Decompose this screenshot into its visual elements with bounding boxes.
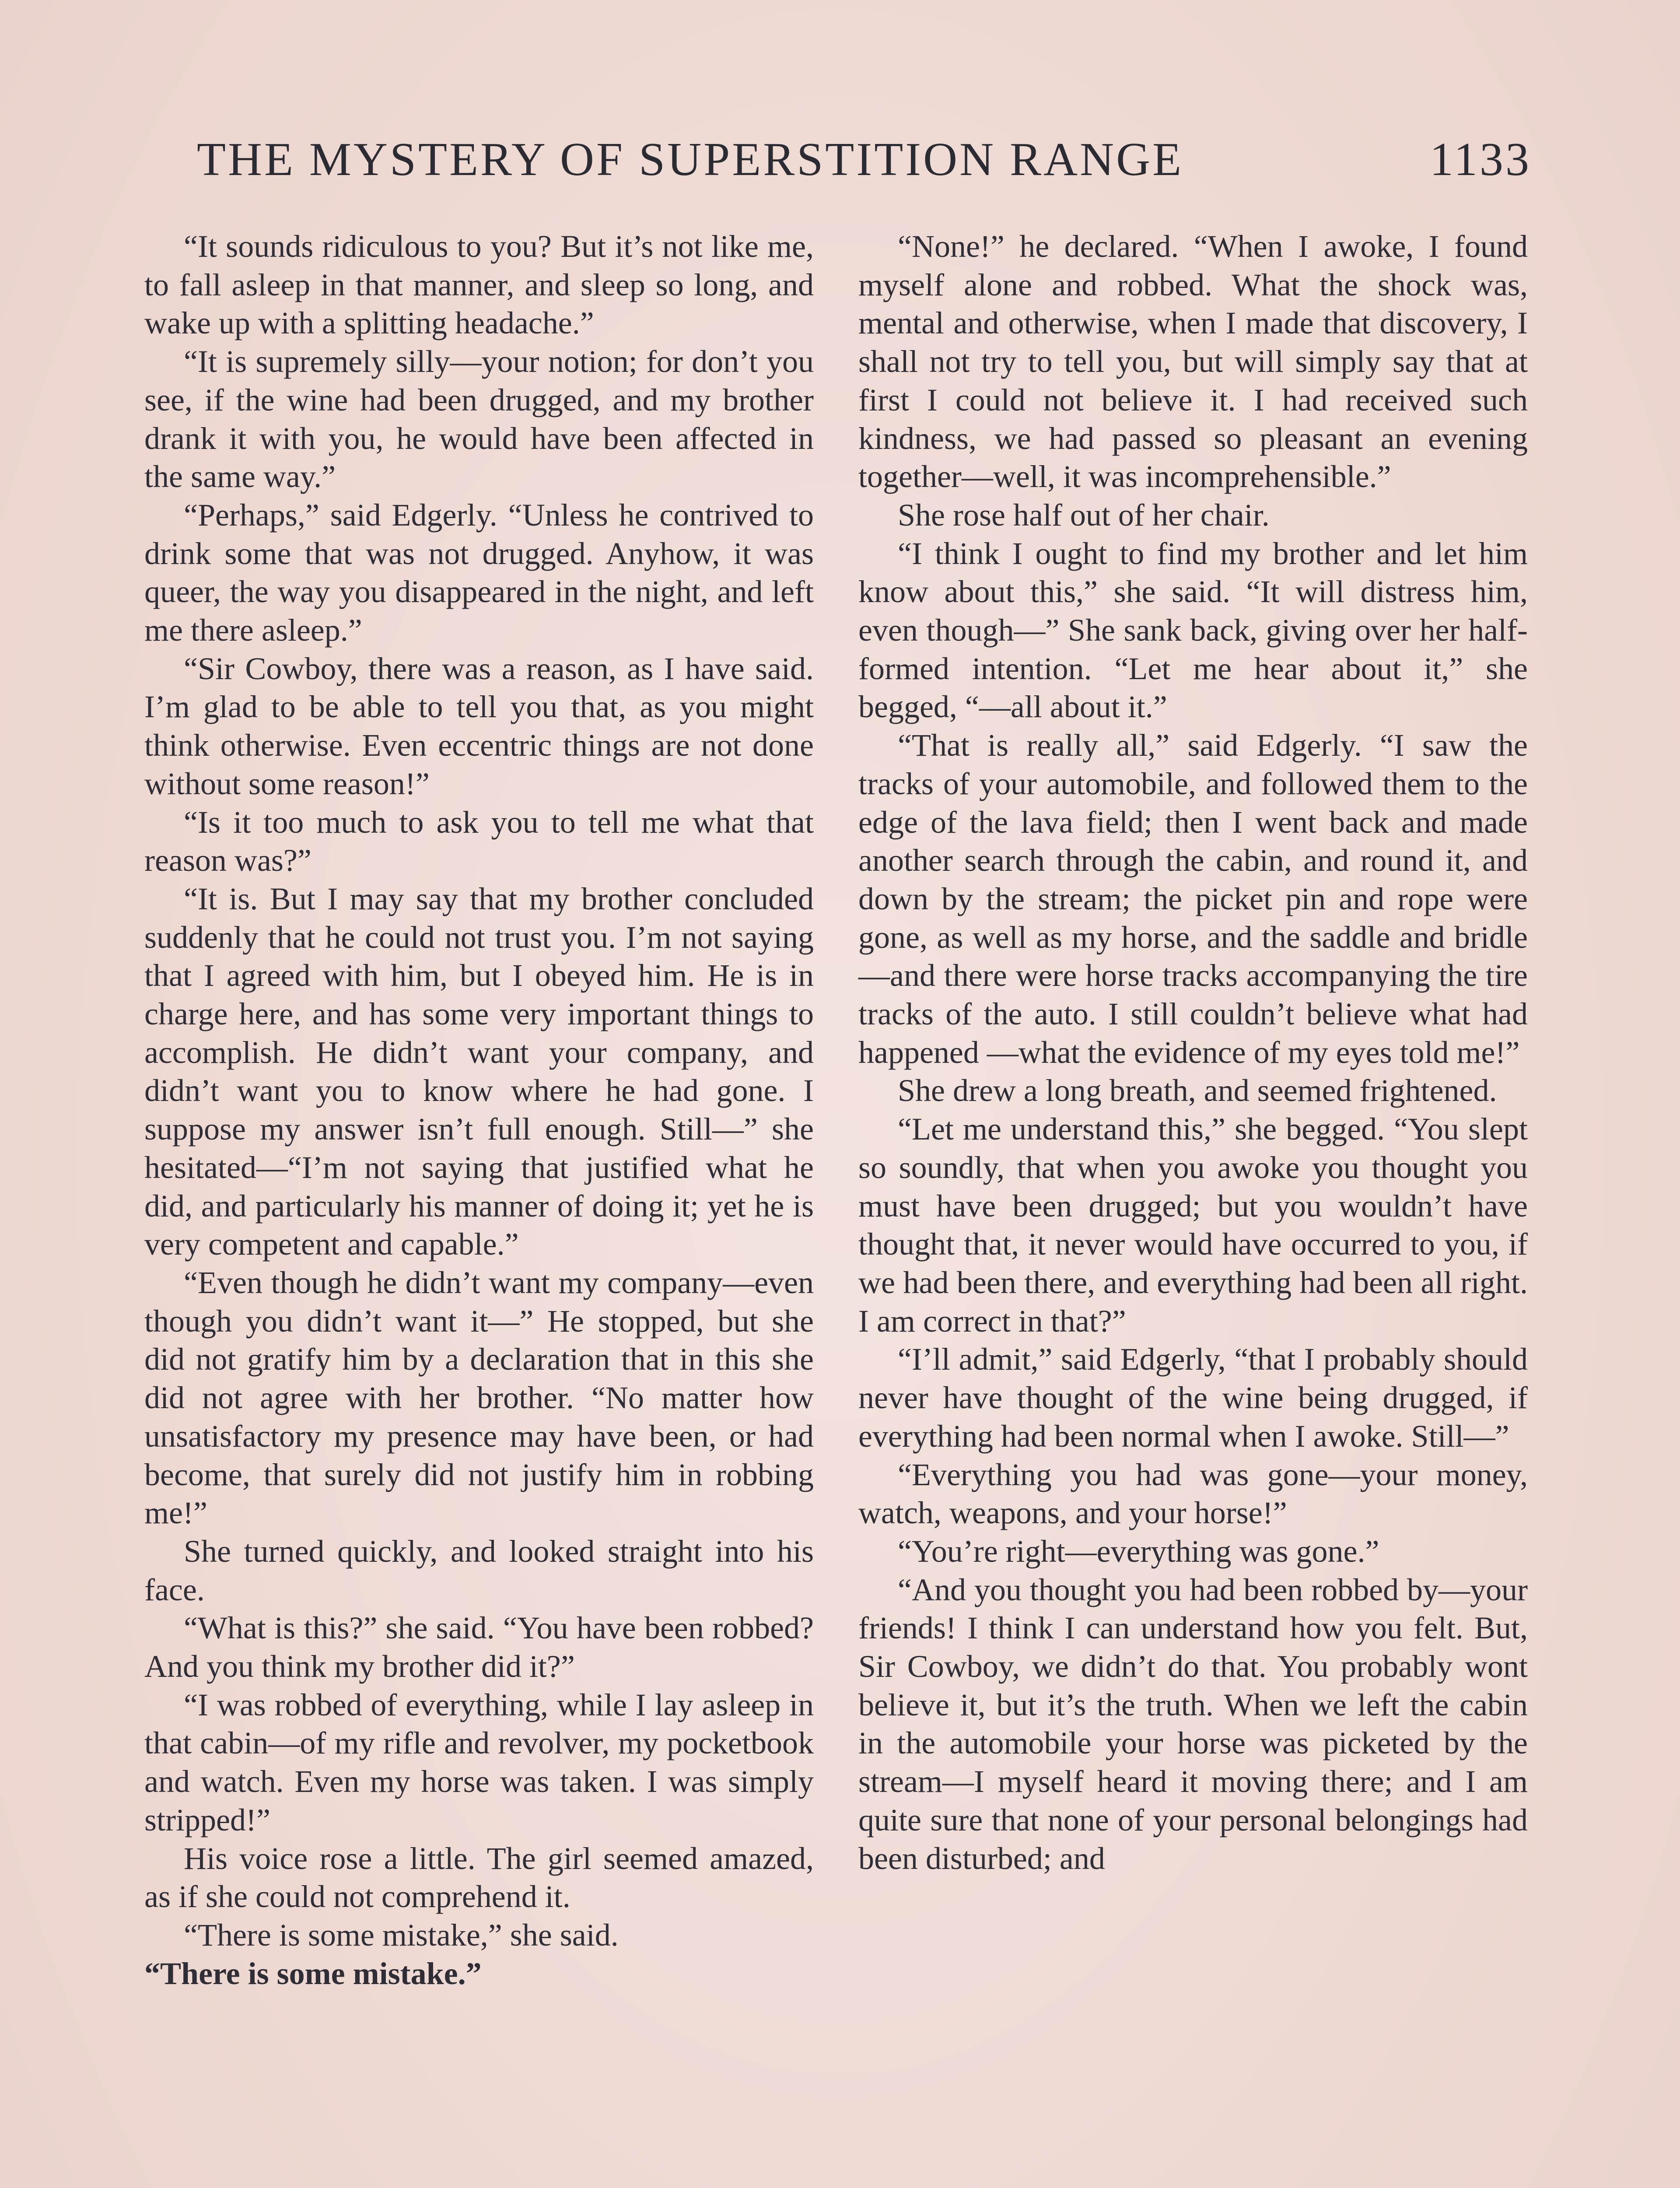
paragraph: “It is. But I may say that my brother concluded suddenly that he could not trust you. I’m not saying that I agreed with him, but I obeyed him. He is in charge here, and has some very important things to accomplish. He didn’t want your company, and didn’t want you to know where he had gone. I suppose my answer isn’t full enough. Still—” she hesitated—“I’m not saying that justified what he did, and particularly his manner of doing it; yet he is very competent and capable.” bbox=[144, 881, 814, 1262]
right-text-column bbox=[858, 228, 1528, 1878]
paragraph: “None!” he declared. “When I awoke, I found myself alone and robbed. What the shock was, mental and otherwise, when I made that discovery, I shall not try to tell you, but will simply say that at first I could not believe it. I had received such kindness, we had passed so pleasant an evening together—well, it was incomprehensible.” bbox=[858, 229, 1528, 494]
left-text-column bbox=[144, 228, 814, 1993]
page-number: 1133 bbox=[1430, 133, 1531, 186]
paragraph: “I’ll admit,” said Edgerly, “that I probably should never have thought of the wine being drugged, if everything had been normal when I awoke. Still—” bbox=[858, 1342, 1528, 1454]
paragraph: “Let me understand this,” she begged. “You slept so soundly, that when you awoke you thought you must have been drugged; but you wouldn’t have thought that, it never would have occurred to you, if we had been there, and everything had been all right. I am correct in that?” bbox=[858, 1112, 1528, 1339]
paragraph: “That is really all,” said Edgerly. “I saw the tracks of your automobile, and followed them to the edge of the lava field; then I went back and made another search through the cabin, and round it, and down by the stream; the picket pin and rope were gone, as well as my horse, and the saddle and bridle —and there were horse tracks accompanying the tire tracks of the auto. I still couldn’t believe what had happened —what the evidence of my eyes told me!” bbox=[858, 728, 1528, 1070]
paragraph: “You’re right—everything was gone.” bbox=[898, 1533, 1379, 1569]
paragraph: “It sounds ridiculous to you? But it’s not like me, to fall asleep in that manner, and sleep so long, and wake up with a splitting headache.” bbox=[144, 229, 814, 341]
paragraph: She rose half out of her chair. bbox=[898, 497, 1270, 533]
paragraph: “I think I ought to find my brother and let him know about this,” she said. “It will distress him, even though—” She sank back, giving over her half-formed intention. “Let me hear about it,” she begged, “—all about it.” bbox=[858, 536, 1528, 725]
paragraph: “I was robbed of everything, while I lay asleep in that cabin—of my rifle and revolver, my pocketbook and watch. Even my horse was taken. I was simply stripped!” bbox=[144, 1687, 814, 1837]
paragraph: “Is it too much to ask you to tell me what that reason was?” bbox=[144, 804, 814, 878]
running-head bbox=[197, 127, 1531, 193]
paragraph: “Sir Cowboy, there was a reason, as I have said. I’m glad to be able to tell you that, as you might think otherwise. Even eccentric things are not done without some reason!” bbox=[144, 651, 814, 801]
paragraph: “There is some mistake.” bbox=[144, 1956, 482, 1991]
paragraph: “Everything you had was gone—your money, watch, weapons, and your horse!” bbox=[858, 1457, 1528, 1531]
paragraph: “Even though he didn’t want my company—even though you didn’t want it—” He stopped, but she did not gratify him by a declaration that in this she did not agree with her brother. “No matter how unsatisfactory my presence may have been, or had become, that surely did not justify him in robbing me!” bbox=[144, 1265, 814, 1531]
running-title: THE MYSTERY OF SUPERSTITION RANGE bbox=[197, 133, 1184, 186]
paragraph: “Perhaps,” said Edgerly. “Unless he contrived to drink some that was not drugged. Anyhow, it was queer, the way you disappeared in the night, and left me there asleep.” bbox=[144, 497, 814, 648]
paragraph: “What is this?” she said. “You have been robbed? And you think my brother did it?” bbox=[144, 1610, 814, 1684]
paragraph: She turned quickly, and looked straight into his face. bbox=[144, 1533, 814, 1607]
paragraph: “It is supremely silly—your notion; for don’t you see, if the wine had been drugged, and my brother drank it with you, he would have been affected in the same way.” bbox=[144, 344, 814, 494]
paragraph: His voice rose a little. The girl seemed amazed, as if she could not comprehend it. bbox=[144, 1841, 814, 1914]
paragraph: “And you thought you had been robbed by—your friends! I think I can understand how you felt. But, Sir Cowboy, we didn’t do that. You probably wont believe it, but it’s the truth. When we left the cabin in the automobile your horse was picketed by the stream—I myself heard it moving there; and I am quite sure that none of your personal belongings had been disturbed; and bbox=[858, 1572, 1528, 1876]
paragraph: “There is some mistake,” she said. bbox=[184, 1917, 619, 1953]
paragraph: She drew a long breath, and seemed frightened. bbox=[898, 1073, 1497, 1108]
